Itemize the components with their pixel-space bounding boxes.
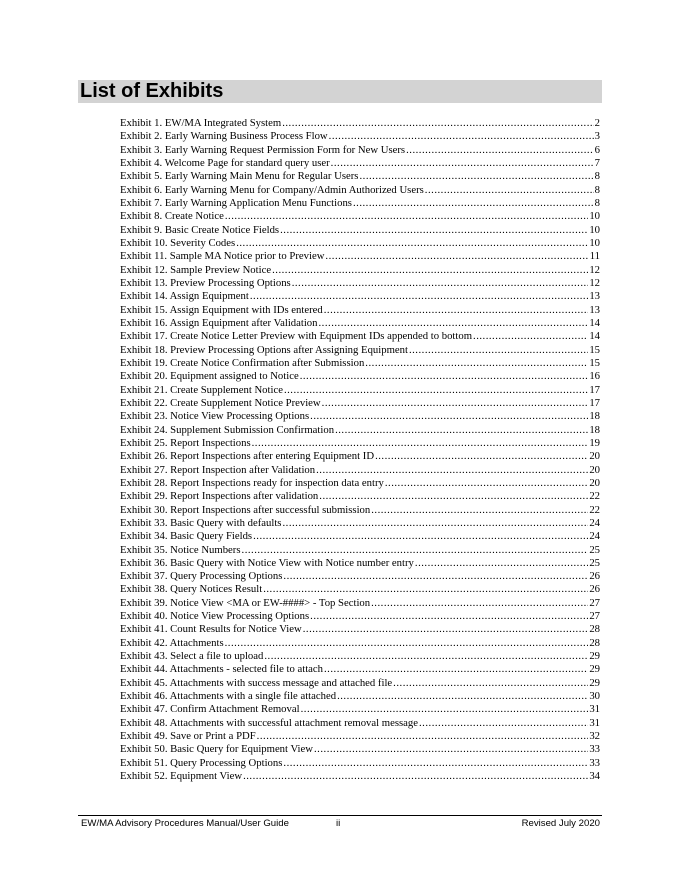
exhibit-entry[interactable] — [120, 637, 600, 650]
exhibit-entry[interactable] — [120, 770, 600, 783]
exhibit-title: Exhibit 48. Attachments with successful attachment removal message — [120, 716, 418, 729]
dot-leader — [322, 397, 589, 410]
exhibit-entry[interactable] — [120, 357, 600, 370]
exhibit-entry[interactable] — [120, 690, 600, 703]
exhibit-page-number: 29 — [589, 663, 600, 676]
exhibit-entry[interactable] — [120, 450, 600, 463]
exhibit-entry[interactable] — [120, 504, 600, 517]
dot-leader — [316, 464, 588, 477]
dot-leader — [280, 224, 588, 237]
exhibit-entry[interactable] — [120, 743, 600, 756]
exhibit-title: Exhibit 27. Report Inspection after Validation — [120, 463, 316, 476]
exhibit-page-number: 34 — [589, 770, 600, 783]
exhibit-title: Exhibit 34. Basic Query Fields — [120, 530, 253, 543]
exhibit-entry[interactable] — [120, 317, 600, 330]
exhibit-page-number: 10 — [589, 236, 600, 249]
exhibit-page-number: 16 — [589, 370, 600, 383]
exhibit-page-number: 22 — [589, 490, 600, 503]
exhibit-entry[interactable] — [120, 717, 600, 730]
exhibit-page-number: 31 — [589, 716, 600, 729]
exhibit-title: Exhibit 12. Sample Preview Notice — [120, 263, 272, 276]
exhibit-title: Exhibit 26. Report Inspections after entering Equipment ID — [120, 450, 375, 463]
dot-leader — [359, 170, 593, 183]
exhibit-entry[interactable] — [120, 464, 600, 477]
exhibit-title: Exhibit 11. Sample MA Notice prior to Preview — [120, 250, 325, 263]
exhibit-title: Exhibit 45. Attachments with success message and attached file — [120, 676, 393, 689]
exhibit-entry[interactable] — [120, 330, 600, 343]
exhibit-entry[interactable] — [120, 610, 600, 623]
exhibit-entry[interactable] — [120, 517, 600, 530]
exhibit-title: Exhibit 33. Basic Query with defaults — [120, 516, 282, 529]
dot-leader — [272, 264, 588, 277]
dot-leader — [282, 517, 588, 530]
exhibit-entry[interactable] — [120, 677, 600, 690]
exhibit-title: Exhibit 8. Create Notice — [120, 210, 224, 223]
exhibit-page-number: 10 — [589, 210, 600, 223]
exhibit-page-number: 32 — [589, 730, 600, 743]
dot-leader — [331, 157, 594, 170]
exhibit-page-number: 15 — [589, 343, 600, 356]
exhibit-page-number: 24 — [589, 516, 600, 529]
exhibit-title: Exhibit 35. Notice Numbers — [120, 543, 241, 556]
exhibit-title: Exhibit 37. Query Processing Options — [120, 570, 283, 583]
exhibit-page-number: 17 — [589, 383, 600, 396]
exhibit-page-number: 29 — [589, 650, 600, 663]
exhibit-title: Exhibit 5. Early Warning Main Menu for Regular Users — [120, 170, 359, 183]
exhibit-entry[interactable] — [120, 210, 600, 223]
dot-leader — [419, 717, 588, 730]
exhibit-page-number: 28 — [589, 636, 600, 649]
exhibit-title: Exhibit 38. Query Notices Result — [120, 583, 263, 596]
exhibit-page-number: 26 — [589, 570, 600, 583]
footer-page-number: ii — [336, 818, 341, 829]
exhibit-page-number: 12 — [589, 263, 600, 276]
dot-leader — [314, 743, 588, 756]
exhibit-title: Exhibit 52. Equipment View — [120, 770, 243, 783]
exhibit-title: Exhibit 3. Early Warning Request Permission Form for New Users — [120, 143, 406, 156]
exhibit-title: Exhibit 30. Report Inspections after successful submission — [120, 503, 371, 516]
exhibit-title: Exhibit 47. Confirm Attachment Removal — [120, 703, 300, 716]
dot-leader — [250, 290, 588, 303]
exhibit-title: Exhibit 18. Preview Processing Options after Assigning Equipment — [120, 343, 408, 356]
exhibit-title: Exhibit 7. Early Warning Application Menu Functions — [120, 196, 352, 209]
dot-leader — [324, 304, 589, 317]
exhibit-page-number: 26 — [589, 583, 600, 596]
dot-leader — [393, 677, 588, 690]
dot-leader — [310, 610, 588, 623]
dot-leader — [406, 144, 594, 157]
dot-leader — [319, 317, 589, 330]
exhibit-title: Exhibit 50. Basic Query for Equipment View — [120, 743, 313, 756]
dot-leader — [283, 570, 588, 583]
dot-leader — [264, 650, 588, 663]
exhibit-entry[interactable] — [120, 570, 600, 583]
dot-leader — [375, 450, 588, 463]
exhibit-entry[interactable] — [120, 384, 600, 397]
exhibit-entry[interactable] — [120, 290, 600, 303]
exhibit-title: Exhibit 9. Basic Create Notice Fields — [120, 223, 280, 236]
exhibit-entry[interactable] — [120, 650, 600, 663]
dot-leader — [371, 504, 588, 517]
dot-leader — [337, 690, 588, 703]
dot-leader — [252, 437, 589, 450]
exhibit-entry[interactable] — [120, 583, 600, 596]
dot-leader — [242, 544, 589, 557]
exhibit-entry[interactable] — [120, 250, 600, 263]
exhibit-title: Exhibit 51. Query Processing Options — [120, 756, 283, 769]
exhibit-page-number: 11 — [589, 250, 600, 263]
exhibit-title: Exhibit 17. Create Notice Letter Preview with Equipment IDs appended to bottom — [120, 330, 473, 343]
dot-leader — [425, 184, 594, 197]
exhibit-page-number: 14 — [589, 316, 600, 329]
dot-leader — [353, 197, 594, 210]
exhibit-entry[interactable] — [120, 490, 600, 503]
exhibit-title: Exhibit 25. Report Inspections — [120, 436, 251, 449]
exhibit-title: Exhibit 16. Assign Equipment after Validation — [120, 316, 318, 329]
exhibit-page-number: 12 — [589, 276, 600, 289]
exhibit-title: Exhibit 19. Create Notice Confirmation after Submission — [120, 356, 365, 369]
dot-leader — [365, 357, 588, 370]
exhibit-page-number: 30 — [589, 690, 600, 703]
exhibit-entry[interactable] — [120, 157, 600, 170]
exhibit-page-number: 28 — [589, 623, 600, 636]
exhibit-page-number: 6 — [594, 143, 600, 156]
exhibit-page-number: 10 — [589, 223, 600, 236]
dot-leader — [225, 210, 588, 223]
exhibit-page-number: 13 — [589, 303, 600, 316]
footer-document-title: EW/MA Advisory Procedures Manual/User Guide — [81, 818, 289, 829]
exhibit-entry[interactable] — [120, 237, 600, 250]
dot-leader — [263, 583, 588, 596]
exhibit-entry[interactable] — [120, 530, 600, 543]
dot-leader — [325, 250, 588, 263]
exhibit-page-number: 8 — [594, 183, 600, 196]
dot-leader — [319, 490, 588, 503]
exhibit-entry[interactable] — [120, 623, 600, 636]
dot-leader — [284, 384, 588, 397]
exhibit-entry[interactable] — [120, 757, 600, 770]
exhibit-title: Exhibit 24. Supplement Submission Confirmation — [120, 423, 335, 436]
exhibit-title: Exhibit 43. Select a file to upload — [120, 650, 264, 663]
exhibit-title: Exhibit 21. Create Supplement Notice — [120, 383, 283, 396]
exhibit-entry[interactable] — [120, 370, 600, 383]
dot-leader — [292, 277, 589, 290]
exhibit-page-number: 18 — [589, 423, 600, 436]
exhibit-page-number: 20 — [589, 476, 600, 489]
exhibit-entry[interactable] — [120, 184, 600, 197]
exhibit-entry[interactable] — [120, 597, 600, 610]
exhibit-page-number: 22 — [589, 503, 600, 516]
exhibit-page-number: 19 — [589, 436, 600, 449]
exhibit-entry[interactable] — [120, 277, 600, 290]
exhibit-page-number: 13 — [589, 290, 600, 303]
exhibit-page-number: 27 — [589, 596, 600, 609]
exhibit-title: Exhibit 39. Notice View <MA or EW-####> - Top Section — [120, 596, 371, 609]
exhibit-entry[interactable] — [120, 117, 600, 130]
exhibit-entry[interactable] — [120, 663, 600, 676]
exhibit-entry[interactable] — [120, 264, 600, 277]
exhibit-title: Exhibit 6. Early Warning Menu for Company/Admin Authorized Users — [120, 183, 424, 196]
exhibit-page-number: 18 — [589, 410, 600, 423]
exhibit-entry[interactable] — [120, 730, 600, 743]
exhibit-list — [120, 117, 600, 783]
exhibit-entry[interactable] — [120, 410, 600, 423]
exhibit-title: Exhibit 29. Report Inspections after validation — [120, 490, 319, 503]
exhibit-entry[interactable] — [120, 544, 600, 557]
exhibit-page-number: 29 — [589, 676, 600, 689]
exhibit-page-number: 20 — [589, 463, 600, 476]
exhibit-page-number: 7 — [594, 156, 600, 169]
exhibit-title: Exhibit 4. Welcome Page for standard query user — [120, 156, 330, 169]
dot-leader — [324, 663, 588, 676]
dot-leader — [473, 330, 588, 343]
dot-leader — [283, 757, 588, 770]
exhibit-entry[interactable] — [120, 477, 600, 490]
exhibit-page-number: 14 — [589, 330, 600, 343]
exhibit-entry[interactable] — [120, 437, 600, 450]
exhibit-page-number: 15 — [589, 356, 600, 369]
exhibit-title: Exhibit 1. EW/MA Integrated System — [120, 117, 282, 129]
exhibit-title: Exhibit 20. Equipment assigned to Notice — [120, 370, 299, 383]
dot-leader — [303, 623, 589, 636]
dot-leader — [253, 530, 588, 543]
dot-leader — [300, 370, 589, 383]
exhibit-title: Exhibit 13. Preview Processing Options — [120, 276, 291, 289]
exhibit-page-number: 20 — [589, 450, 600, 463]
dot-leader — [243, 770, 588, 783]
dot-leader — [409, 344, 588, 357]
exhibit-title: Exhibit 22. Create Supplement Notice Preview — [120, 396, 321, 409]
exhibit-title: Exhibit 49. Save or Print a PDF — [120, 730, 256, 743]
dot-leader — [282, 117, 593, 130]
dot-leader — [335, 424, 588, 437]
exhibit-entry[interactable] — [120, 424, 600, 437]
exhibit-title: Exhibit 23. Notice View Processing Options — [120, 410, 310, 423]
exhibit-page-number: 33 — [589, 756, 600, 769]
dot-leader — [371, 597, 588, 610]
exhibit-entry[interactable] — [120, 197, 600, 210]
exhibit-title: Exhibit 15. Assign Equipment with IDs entered — [120, 303, 323, 316]
exhibit-title: Exhibit 40. Notice View Processing Options — [120, 610, 310, 623]
exhibit-page-number: 8 — [594, 170, 600, 183]
dot-leader — [329, 130, 594, 143]
exhibit-title: Exhibit 42. Attachments — [120, 636, 224, 649]
exhibit-title: Exhibit 46. Attachments with a single file attached — [120, 690, 337, 703]
exhibit-entry[interactable] — [120, 703, 600, 716]
exhibit-entry[interactable] — [120, 557, 600, 570]
page-title: List of Exhibits — [78, 80, 602, 103]
exhibit-title: Exhibit 14. Assign Equipment — [120, 290, 249, 303]
exhibit-title: Exhibit 28. Report Inspections ready for inspection data entry — [120, 476, 384, 489]
exhibit-entry[interactable] — [120, 397, 600, 410]
exhibit-entry[interactable] — [120, 224, 600, 237]
dot-leader — [301, 703, 589, 716]
exhibit-title: Exhibit 10. Severity Codes — [120, 236, 236, 249]
dot-leader — [415, 557, 588, 570]
exhibit-page-number: 17 — [589, 396, 600, 409]
exhibit-page-number: 27 — [589, 610, 600, 623]
exhibit-page-number: 2 — [594, 117, 600, 129]
exhibit-page-number: 33 — [589, 743, 600, 756]
exhibit-title: Exhibit 44. Attachments - selected file to attach — [120, 663, 323, 676]
dot-leader — [225, 637, 589, 650]
exhibit-page-number: 31 — [589, 703, 600, 716]
exhibit-entry[interactable] — [120, 144, 600, 157]
exhibit-page-number: 8 — [594, 196, 600, 209]
exhibit-page-number: 25 — [589, 556, 600, 569]
exhibit-title: Exhibit 2. Early Warning Business Process Flow — [120, 130, 328, 143]
exhibit-title: Exhibit 41. Count Results for Notice View — [120, 623, 302, 636]
exhibit-title: Exhibit 36. Basic Query with Notice View with Notice number entry — [120, 556, 414, 569]
exhibit-entry[interactable] — [120, 304, 600, 317]
exhibit-page-number: 25 — [589, 543, 600, 556]
exhibit-entry[interactable] — [120, 344, 600, 357]
dot-leader — [385, 477, 588, 490]
footer-revision-date: Revised July 2020 — [521, 818, 600, 829]
dot-leader — [236, 237, 588, 250]
exhibit-entry[interactable] — [120, 130, 600, 143]
footer-divider — [78, 815, 602, 816]
exhibit-page-number: 3 — [594, 130, 600, 143]
exhibit-page-number: 24 — [589, 530, 600, 543]
page-footer — [78, 817, 602, 831]
dot-leader — [257, 730, 589, 743]
exhibit-entry[interactable] — [120, 170, 600, 183]
dot-leader — [310, 410, 588, 423]
